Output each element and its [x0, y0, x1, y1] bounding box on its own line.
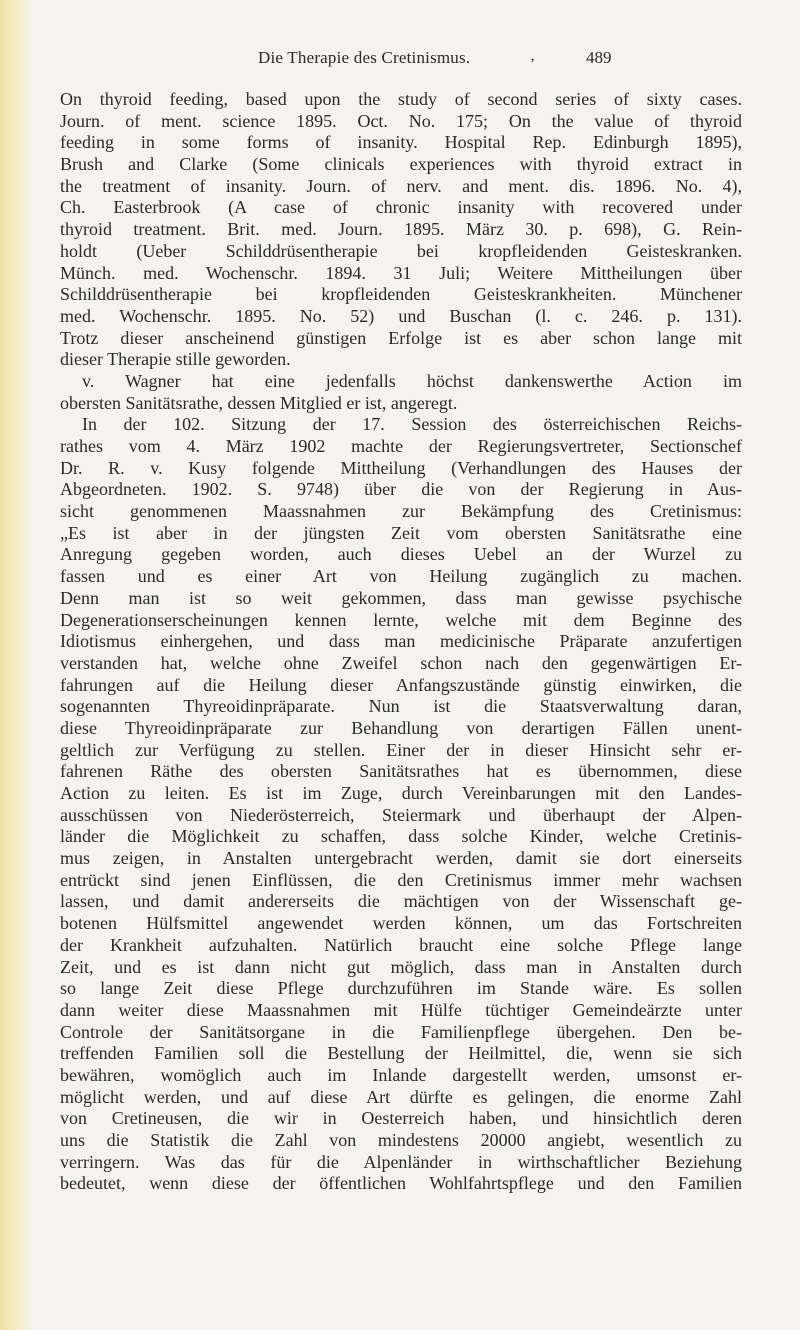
- running-head: [0, 48, 800, 78]
- text-line: entrückt sind jenen Einflüssen, die den Cretinismus immer mehr wachsen: [60, 869, 742, 890]
- text-line: der Krankheit aufzuhalten. Natürlich braucht eine solche Pflege lange: [60, 934, 742, 955]
- text-line: rathes vom 4. März 1902 machte der Regierungsvertreter, Sectionschef: [60, 436, 742, 456]
- text-line: v. Wagner hat eine jedenfalls höchst dankenswerthe Action im: [82, 370, 742, 391]
- text-line: möglicht werden, und auf diese Art dürfte es gelingen, die enorme Zahl: [60, 1086, 742, 1107]
- text-line: Dr. R. v. Kusy folgende Mittheilung (Verhandlungen des Hauses der: [60, 457, 742, 478]
- text-line: Action zu leiten. Es ist im Zuge, durch Vereinbarungen mit den Landes-: [60, 783, 742, 803]
- text-line: länder die Möglichkeit zu schaffen, dass solche Kinder, welche Cretinis-: [60, 826, 742, 847]
- text-line: Anregung gegeben worden, auch dieses Uebel an der Wurzel zu: [60, 544, 742, 565]
- text-line: dann weiter diese Maassnahmen mit Hülfe tüchtiger Gemeindeärzte unter: [60, 999, 742, 1020]
- text-line: Abgeordneten. 1902. S. 9748) über die von der Regierung in Aus-: [60, 479, 742, 500]
- text-line: geltlich zur Verfügung zu stellen. Einer der in dieser Hinsicht sehr er-: [60, 739, 742, 760]
- text-line: uns die Statistik die Zahl von mindestens 20000 angiebt, wesentlich zu: [60, 1130, 742, 1150]
- text-line: sogenannten Thyreoidinpräparate. Nun ist die Staatsverwaltung daran,: [60, 696, 742, 717]
- text-line: feeding in some forms of insanity. Hospital Rep. Edinburgh 1895),: [60, 132, 742, 153]
- text-line: Ch. Easterbrook (A case of chronic insanity with recovered under: [60, 197, 742, 218]
- text-line: med. Wochenschr. 1895. No. 52) und Buschan (l. c. 246. p. 131).: [60, 305, 742, 326]
- page-number: 489: [586, 48, 612, 67]
- text-line: bewähren, womöglich auch im Inlande dargestellt werden, umsonst er-: [60, 1064, 742, 1085]
- text-line: Idiotismus einhergehen, und dass man medicinische Präparate anzufertigen: [60, 631, 742, 652]
- text-line: Münch. med. Wochenschr. 1894. 31 Juli; Weitere Mittheilungen über: [60, 262, 742, 283]
- text-line: sicht genommenen Maassnahmen zur Bekämpfung des Cretinismus:: [60, 501, 742, 522]
- text-line: Zeit, und es ist dann nicht gut möglich, dass man in Anstalten durch: [60, 956, 742, 977]
- text-line: lassen, und damit andererseits die mächtigen von der Wissenschaft ge-: [60, 891, 742, 912]
- text-line: In der 102. Sitzung der 17. Session des österreichischen Reichs-: [82, 414, 742, 435]
- page-edge-tint: [0, 0, 34, 1330]
- text-line: ausschüssen von Niederösterreich, Steiermark und überhaupt der Alpen-: [60, 804, 742, 825]
- text-line: holdt (Ueber Schilddrüsentherapie bei kropfleidenden Geisteskranken.: [60, 240, 742, 261]
- text-line: fahrenen Räthe des obersten Sanitätsrathes hat es übernommen, diese: [60, 761, 742, 782]
- text-line: Schilddrüsentherapie bei kropfleidenden Geisteskrankheiten. Münchener: [60, 284, 742, 305]
- text-line: verstanden hat, welche ohne Zweifel schon nach den gegenwärtigen Er-: [60, 652, 742, 673]
- text-line: diese Thyreoidinpräparate zur Behandlung von derartigen Fällen unent-: [60, 717, 742, 738]
- running-mark: ‚: [530, 48, 535, 64]
- text-line: fassen und es einer Art von Heilung zugänglich zu machen.: [60, 566, 742, 587]
- text-line: Brush and Clarke (Some clinicals experiences with thyroid extract in: [60, 154, 742, 175]
- text-line: treffenden Familien soll die Bestellung der Heilmittel, die, wenn sie sich: [60, 1043, 742, 1064]
- text-line: mus zeigen, in Anstalten untergebracht werden, damit sie dort einerseits: [60, 848, 742, 869]
- text-line: Degenerationserscheinungen kennen lernte, welche mit dem Beginne des: [60, 609, 742, 630]
- text-line: obersten Sanitätsrathe, dessen Mitglied er ist, angeregt.: [60, 392, 458, 413]
- text-line: so lange Zeit diese Pflege durchzuführen im Stande wäre. Es sollen: [60, 978, 742, 999]
- body-text: [60, 89, 742, 1195]
- text-line: botenen Hülfsmittel angewendet werden können, um das Fortschreiten: [60, 913, 742, 934]
- text-line: On thyroid feeding, based upon the study of second series of sixty cases.: [60, 89, 742, 109]
- text-line: Controle der Sanitätsorgane in die Familienpflege übergehen. Den be-: [60, 1021, 742, 1042]
- text-line: Trotz dieser anscheinend günstigen Erfolge ist es aber schon lange mit: [60, 327, 742, 348]
- text-line: fahrungen auf die Heilung dieser Anfangszustände günstig einwirken, die: [60, 674, 742, 695]
- text-line: dieser Therapie stille geworden.: [60, 349, 291, 370]
- text-line: Denn man ist so weit gekommen, dass man gewisse psychische: [60, 587, 742, 608]
- running-title: Die Therapie des Cretinismus.: [258, 48, 471, 67]
- text-line: verringern. Was das für die Alpenländer in wirthschaftlicher Beziehung: [60, 1151, 742, 1172]
- text-line: Journ. of ment. science 1895. Oct. No. 175; On the value of thyroid: [60, 110, 742, 131]
- text-line: bedeutet, wenn diese der öffentlichen Wohlfahrtspflege und den Familien: [60, 1173, 742, 1194]
- text-line: von Cretineusen, die wir in Oesterreich haben, und hinsichtlich deren: [60, 1108, 742, 1129]
- text-line: the treatment of insanity. Journ. of nerv. and ment. dis. 1896. No. 4),: [60, 175, 742, 196]
- text-line: „Es ist aber in der jüngsten Zeit vom obersten Sanitätsrathe eine: [60, 522, 742, 543]
- text-line: thyroid treatment. Brit. med. Journ. 1895. März 30. p. 698), G. Rein-: [60, 219, 742, 240]
